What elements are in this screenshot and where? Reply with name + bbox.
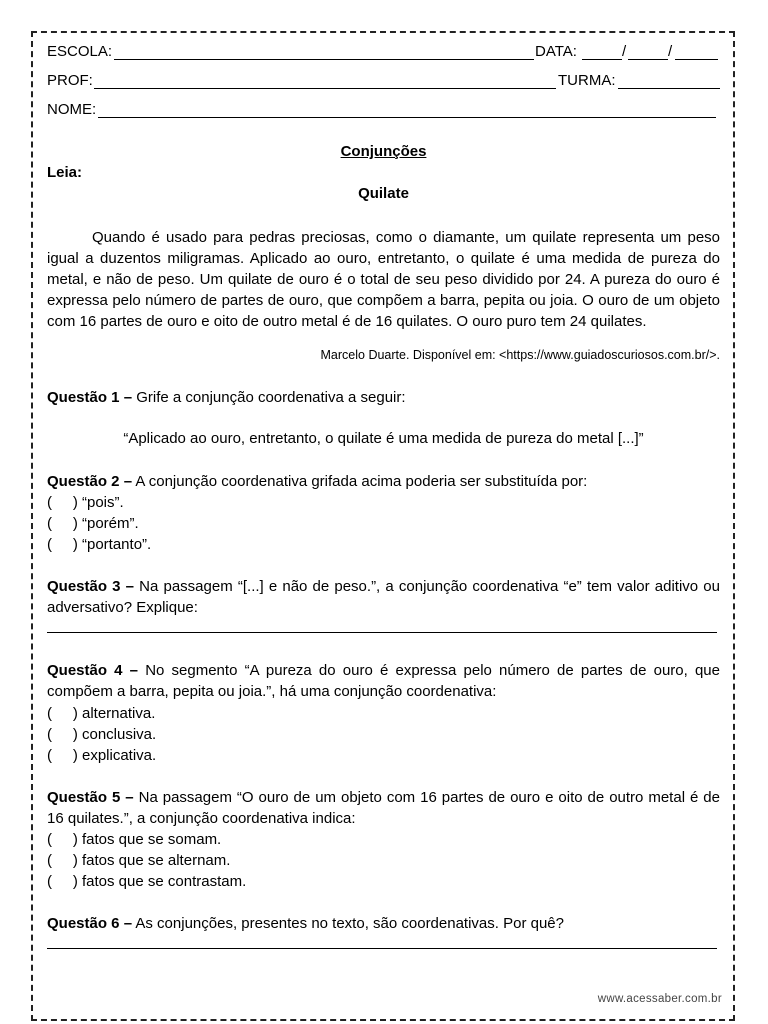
option-checkbox[interactable]: ( ) “pois”.	[47, 494, 124, 511]
escola-field[interactable]	[114, 59, 534, 60]
option-checkbox[interactable]: ( ) explicativa.	[47, 747, 157, 764]
question-3	[47, 576, 720, 618]
answer-line[interactable]	[47, 632, 717, 633]
question-4	[47, 660, 720, 702]
question-text: Na passagem “O ouro de um objeto com 16 partes de ouro e oito de outro metal é de 16 quilates.”, a conjunção coordenativa indica:	[47, 789, 720, 827]
data-label: DATA:	[535, 43, 577, 60]
question-text: As conjunções, presentes no texto, são coordenativas. Por quê?	[132, 915, 564, 932]
question-label: Questão 5 –	[47, 789, 134, 806]
prof-field[interactable]	[94, 88, 556, 89]
option-checkbox[interactable]: ( ) “portanto”.	[47, 536, 152, 553]
answer-line[interactable]	[47, 948, 717, 949]
option-checkbox[interactable]: ( ) fatos que se somam.	[47, 831, 222, 848]
date-separator: /	[668, 43, 673, 60]
question-label: Questão 2 –	[47, 473, 133, 490]
question-5	[47, 787, 720, 829]
date-month-field[interactable]	[628, 59, 668, 60]
nome-label: NOME:	[47, 101, 97, 118]
text-source: Marcelo Duarte. Disponível em: <https://www.guiadoscuriosos.com.br/>.	[320, 348, 720, 362]
date-day-field[interactable]	[582, 59, 622, 60]
leia-label: Leia:	[47, 164, 83, 181]
question-text: A conjunção coordenativa grifada acima poderia ser substituída por:	[132, 473, 588, 490]
question-text: No segmento “A pureza do ouro é expressa pelo número de partes de ouro, que compõem a barra, pepita ou joia.”, há uma conjunção coordenativa:	[47, 662, 720, 700]
date-separator: /	[622, 43, 627, 60]
question-2	[47, 471, 720, 492]
option-checkbox[interactable]: ( ) fatos que se contrastam.	[47, 873, 247, 890]
escola-label: ESCOLA:	[47, 43, 113, 60]
turma-field[interactable]	[618, 88, 720, 89]
page-title: Conjunções	[340, 143, 427, 160]
prof-label: PROF:	[47, 72, 93, 89]
question-text: Na passagem “[...] e não de peso.”, a conjunção coordenativa “e” tem valor aditivo ou adversativo? Explique:	[47, 578, 720, 616]
question-1-quote: “Aplicado ao ouro, entretanto, o quilate é uma medida de pureza do metal [...]”	[123, 430, 644, 447]
option-checkbox[interactable]: ( ) “porém”.	[47, 515, 139, 532]
turma-label: TURMA:	[558, 72, 616, 89]
question-1	[47, 387, 720, 408]
question-label: Questão 4 –	[47, 662, 139, 679]
option-checkbox[interactable]: ( ) fatos que se alternam.	[47, 852, 231, 869]
option-checkbox[interactable]: ( ) alternativa.	[47, 705, 156, 722]
nome-field[interactable]	[98, 117, 716, 118]
text-body: Quando é usado para pedras preciosas, como o diamante, um quilate representa um peso igual a duzentos miligramas. Aplicado ao ouro, entretanto, o quilate é uma medida de pureza do metal, e não de peso. Um quilate de ouro é o total de seu peso dividido por 24. A pureza do ouro é expressa pelo número de partes de ouro, que compõem a barra, pepita ou joia. O ouro de um objeto com 16 partes de ouro e oito de outro metal é de 16 quilates. O ouro puro tem 24 quilates.	[47, 229, 720, 330]
date-year-field[interactable]	[675, 59, 718, 60]
question-label: Questão 3 –	[47, 578, 135, 595]
question-6	[47, 913, 720, 934]
question-text: Grife a conjunção coordenativa a seguir:	[132, 389, 406, 406]
question-label: Questão 6 –	[47, 915, 133, 932]
option-checkbox[interactable]: ( ) conclusiva.	[47, 726, 157, 743]
footer-website: www.acessaber.com.br	[597, 993, 722, 1005]
text-title: Quilate	[358, 185, 409, 202]
question-label: Questão 1 –	[47, 389, 133, 406]
